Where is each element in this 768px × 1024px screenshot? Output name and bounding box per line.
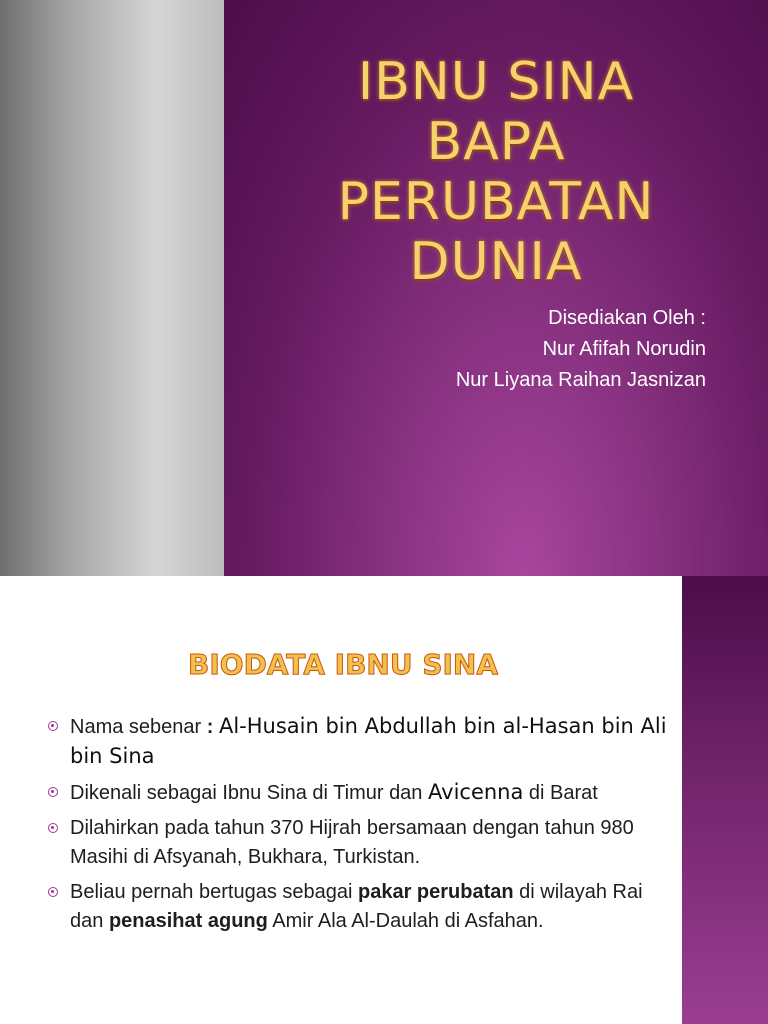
list-item [48,778,672,808]
item-colon: : [206,716,219,738]
item-text: Dikenali sebagai Ibnu Sina di Timur dan [70,782,428,804]
bullet-circle-icon [48,823,58,833]
title-line: DUNIA [409,232,583,292]
author-name: Nur Liyana Raihan Jasnizan [455,369,706,391]
bullet-circle-icon [48,887,58,897]
prepared-by-label: Disediakan Oleh : [548,307,706,329]
bullet-circle-icon [48,787,58,797]
item-text: di Barat [523,782,598,804]
item-text: Dilahirkan pada tahun 370 Hijrah bersamaan dengan tahun 980 Masihi di Afsyanah, Bukhara, Turkistan. [70,817,634,868]
author-name: Nur Afifah Norudin [542,338,706,360]
bullet-circle-icon [48,721,58,731]
item-text: Beliau pernah bertugas sebagai [70,881,358,903]
title-line: PERUBATAN [337,172,655,232]
purple-side-band [682,576,768,1024]
item-name: Al-Husain bin Abdullah bin al-Hasan bin Ali bin Sina [70,714,667,768]
slide-heading: BIODATA IBNU SINA [188,648,499,681]
slide-title [224,52,768,292]
item-text: Amir Ala Al-Daulah di Asfahan. [267,910,544,932]
item-text: Nama sebenar [70,716,207,738]
item-text: di wilayah Rai dan [70,881,643,932]
bullet-list [48,712,672,942]
subtitle-block [286,303,706,396]
list-item [48,712,672,772]
title-line: BAPA [426,112,566,172]
biodata-slide [0,576,768,1024]
item-name: Avicenna [428,780,524,804]
item-bold: pakar perubatan [358,881,514,903]
item-bold: penasihat agung [108,910,268,932]
list-item [48,878,672,936]
title-line: IBNU SINA [357,52,635,112]
list-item [48,814,672,872]
grey-gradient-panel [0,0,224,576]
